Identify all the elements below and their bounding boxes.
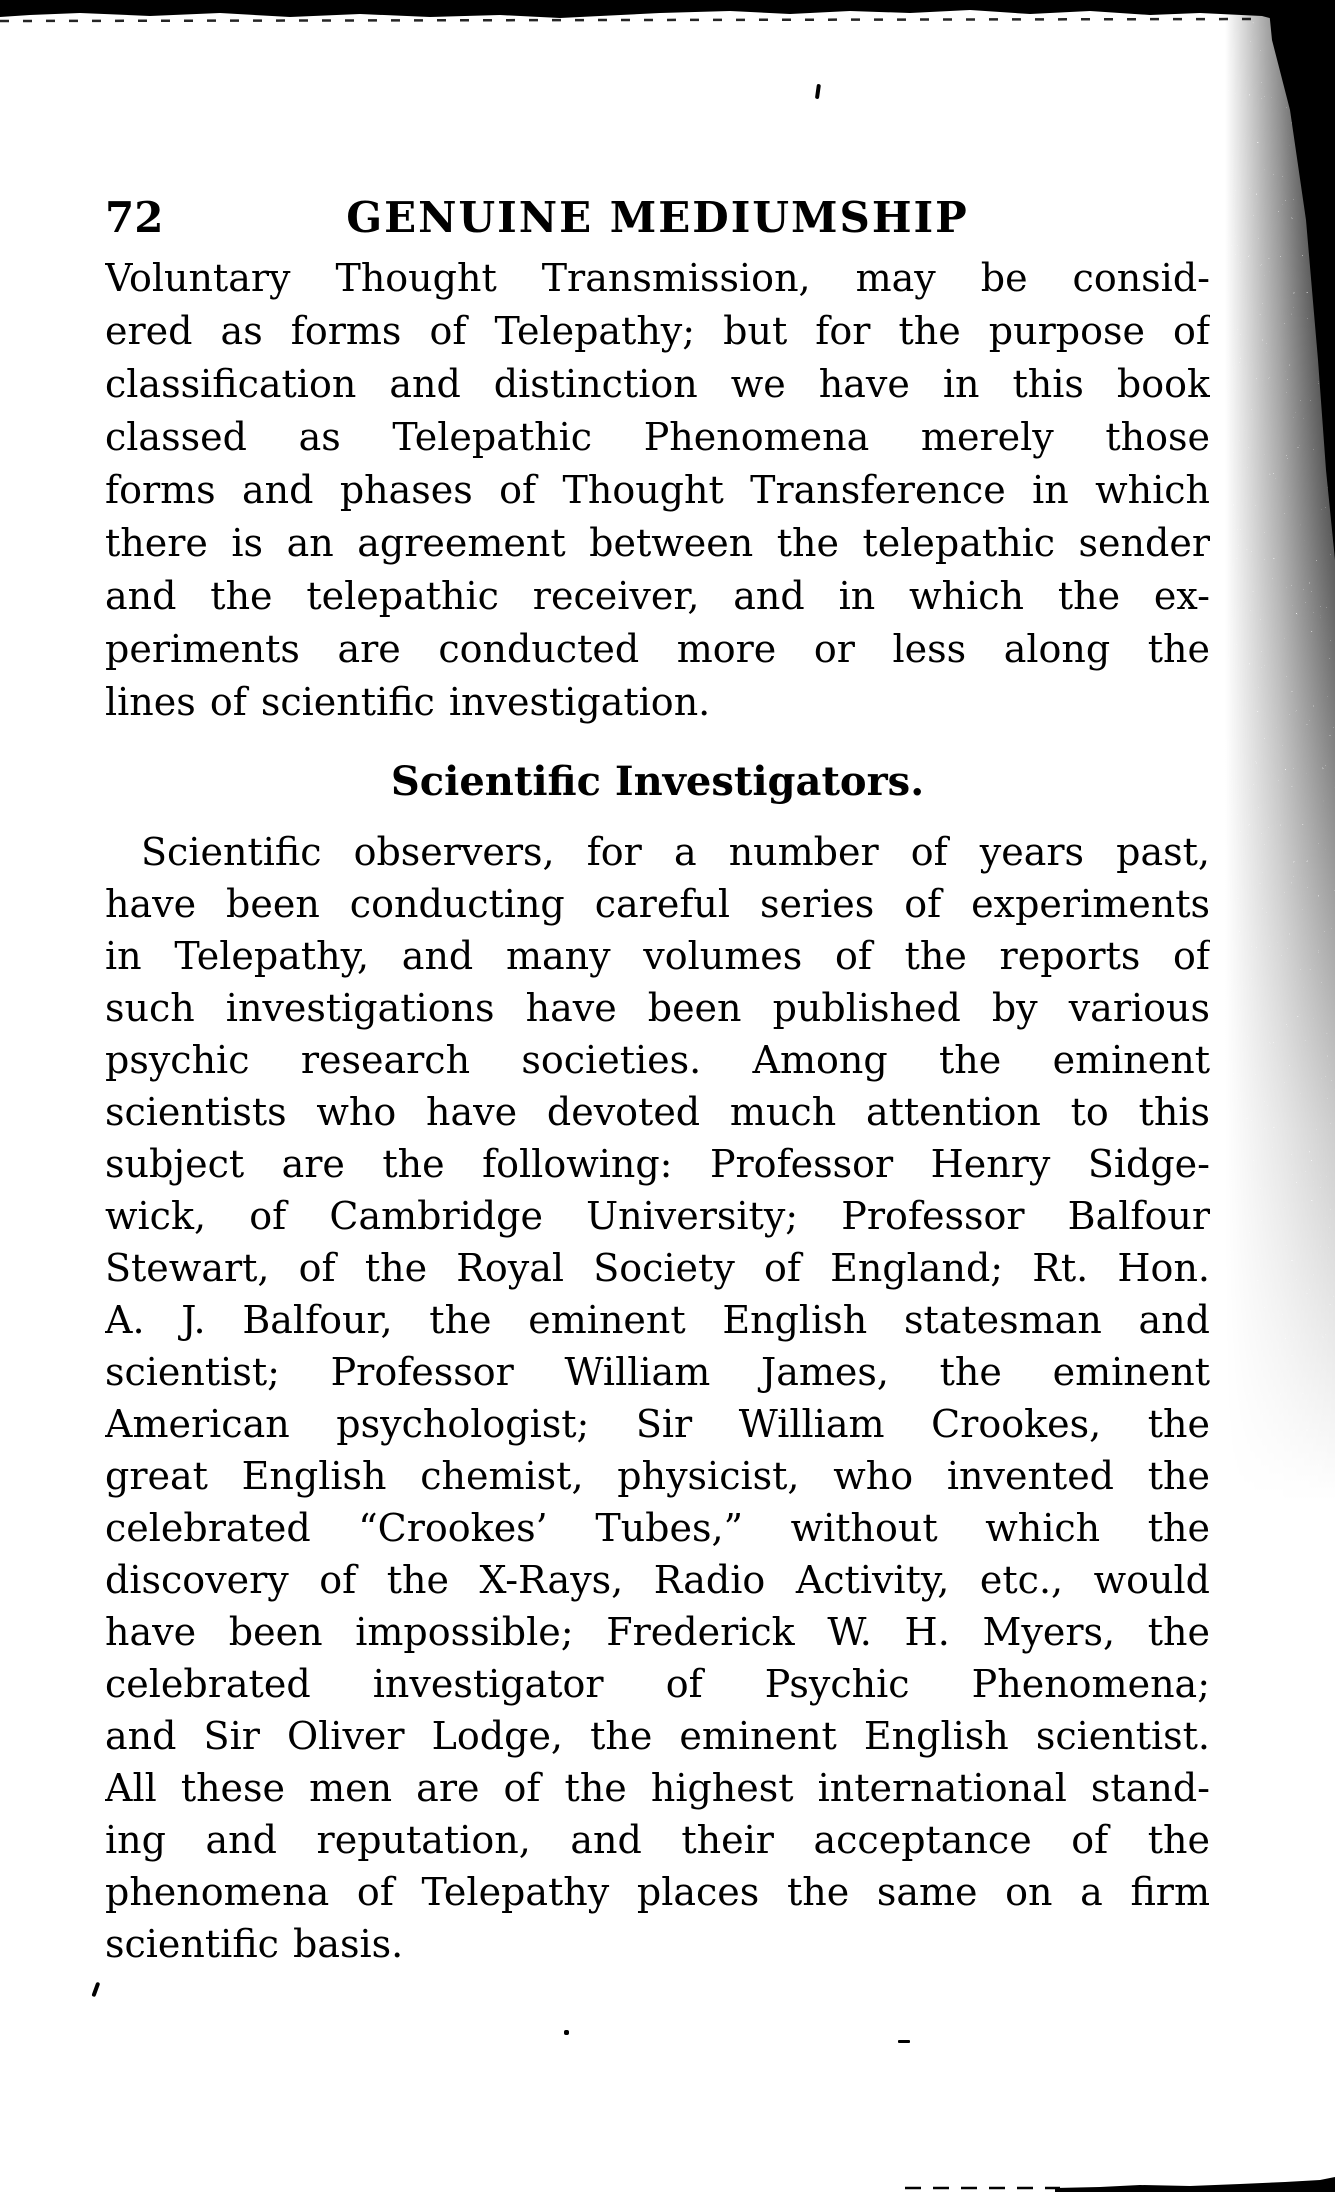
text-line: in Telepathy, and many volumes of the reports of — [105, 934, 1210, 978]
text-line: classification and distinction we have in this book — [105, 362, 1210, 406]
scan-top-fringe — [0, 19, 1262, 21]
text-line: great English chemist, physicist, who invented the — [105, 1454, 1210, 1498]
text-line: celebrated investigator of Psychic Phenomena; — [105, 1662, 1210, 1706]
ink-speck — [91, 1982, 100, 1997]
text-line: scientific basis. — [105, 1922, 404, 1966]
text-line: Stewart, of the Royal Society of England; Rt. Hon. — [105, 1246, 1210, 1290]
text-line: celebrated “Crookes’ Tubes,” without which the — [105, 1506, 1210, 1550]
running-head — [105, 190, 1210, 246]
scan-bottom-streak — [1055, 2177, 1335, 2192]
scan-right-noise — [1225, 0, 1335, 1500]
text-line: forms and phases of Thought Transference in which — [105, 468, 1210, 512]
text-line: A. J. Balfour, the eminent English statesman and — [105, 1298, 1210, 1342]
text-line: psychic research societies. Among the eminent — [105, 1038, 1210, 1082]
text-line: have been conducting careful series of experiments — [105, 882, 1210, 926]
ink-speck — [815, 84, 821, 99]
running-title: GENUINE MEDIUMSHIP — [346, 193, 969, 242]
text-line: there is an agreement between the telepathic sender — [105, 521, 1210, 565]
ink-speck — [898, 2040, 910, 2043]
text-line: have been impossible; Frederick W. H. Myers, the — [105, 1610, 1210, 1654]
section-heading: Scientific Investigators. — [390, 758, 925, 805]
text-line: Voluntary Thought Transmission, may be consid- — [105, 256, 1210, 300]
text-line: Scientific observers, for a number of years past, — [141, 830, 1210, 874]
text-line: wick, of Cambridge University; Professor Balfour — [105, 1194, 1210, 1238]
text-line: and the telepathic receiver, and in which the ex- — [105, 574, 1210, 618]
text-line: subject are the following: Professor Henry Sidge- — [105, 1142, 1210, 1186]
text-line: scientists who have devoted much attention to this — [105, 1090, 1210, 1134]
text-line: All these men are of the highest international stand- — [105, 1766, 1210, 1810]
text-line: phenomena of Telepathy places the same on a firm — [105, 1870, 1210, 1914]
text-line: periments are conducted more or less along the — [105, 627, 1210, 671]
text-line: scientist; Professor William James, the eminent — [105, 1350, 1210, 1394]
text-line: and Sir Oliver Lodge, the eminent English scientist. — [105, 1714, 1210, 1758]
text-line: such investigations have been published by various — [105, 986, 1210, 1030]
text-line: American psychologist; Sir William Crookes, the — [105, 1402, 1210, 1446]
ink-speck — [564, 2030, 569, 2035]
page-number: 72 — [105, 193, 164, 242]
text-line: ing and reputation, and their acceptance of the — [105, 1818, 1210, 1862]
paragraph-scientific-investigators — [105, 826, 1210, 1970]
text-line: lines of scientific investigation. — [105, 680, 711, 724]
scan-top-bar — [0, 0, 1335, 34]
scan-corner-wedge — [1268, 0, 1335, 560]
text-line: ered as forms of Telepathy; but for the purpose of — [105, 309, 1210, 353]
text-line: discovery of the X-Rays, Radio Activity, etc., would — [105, 1558, 1210, 1602]
text-line: classed as Telepathic Phenomena merely those — [105, 415, 1210, 459]
paragraph-telepathy-classification — [105, 252, 1210, 729]
